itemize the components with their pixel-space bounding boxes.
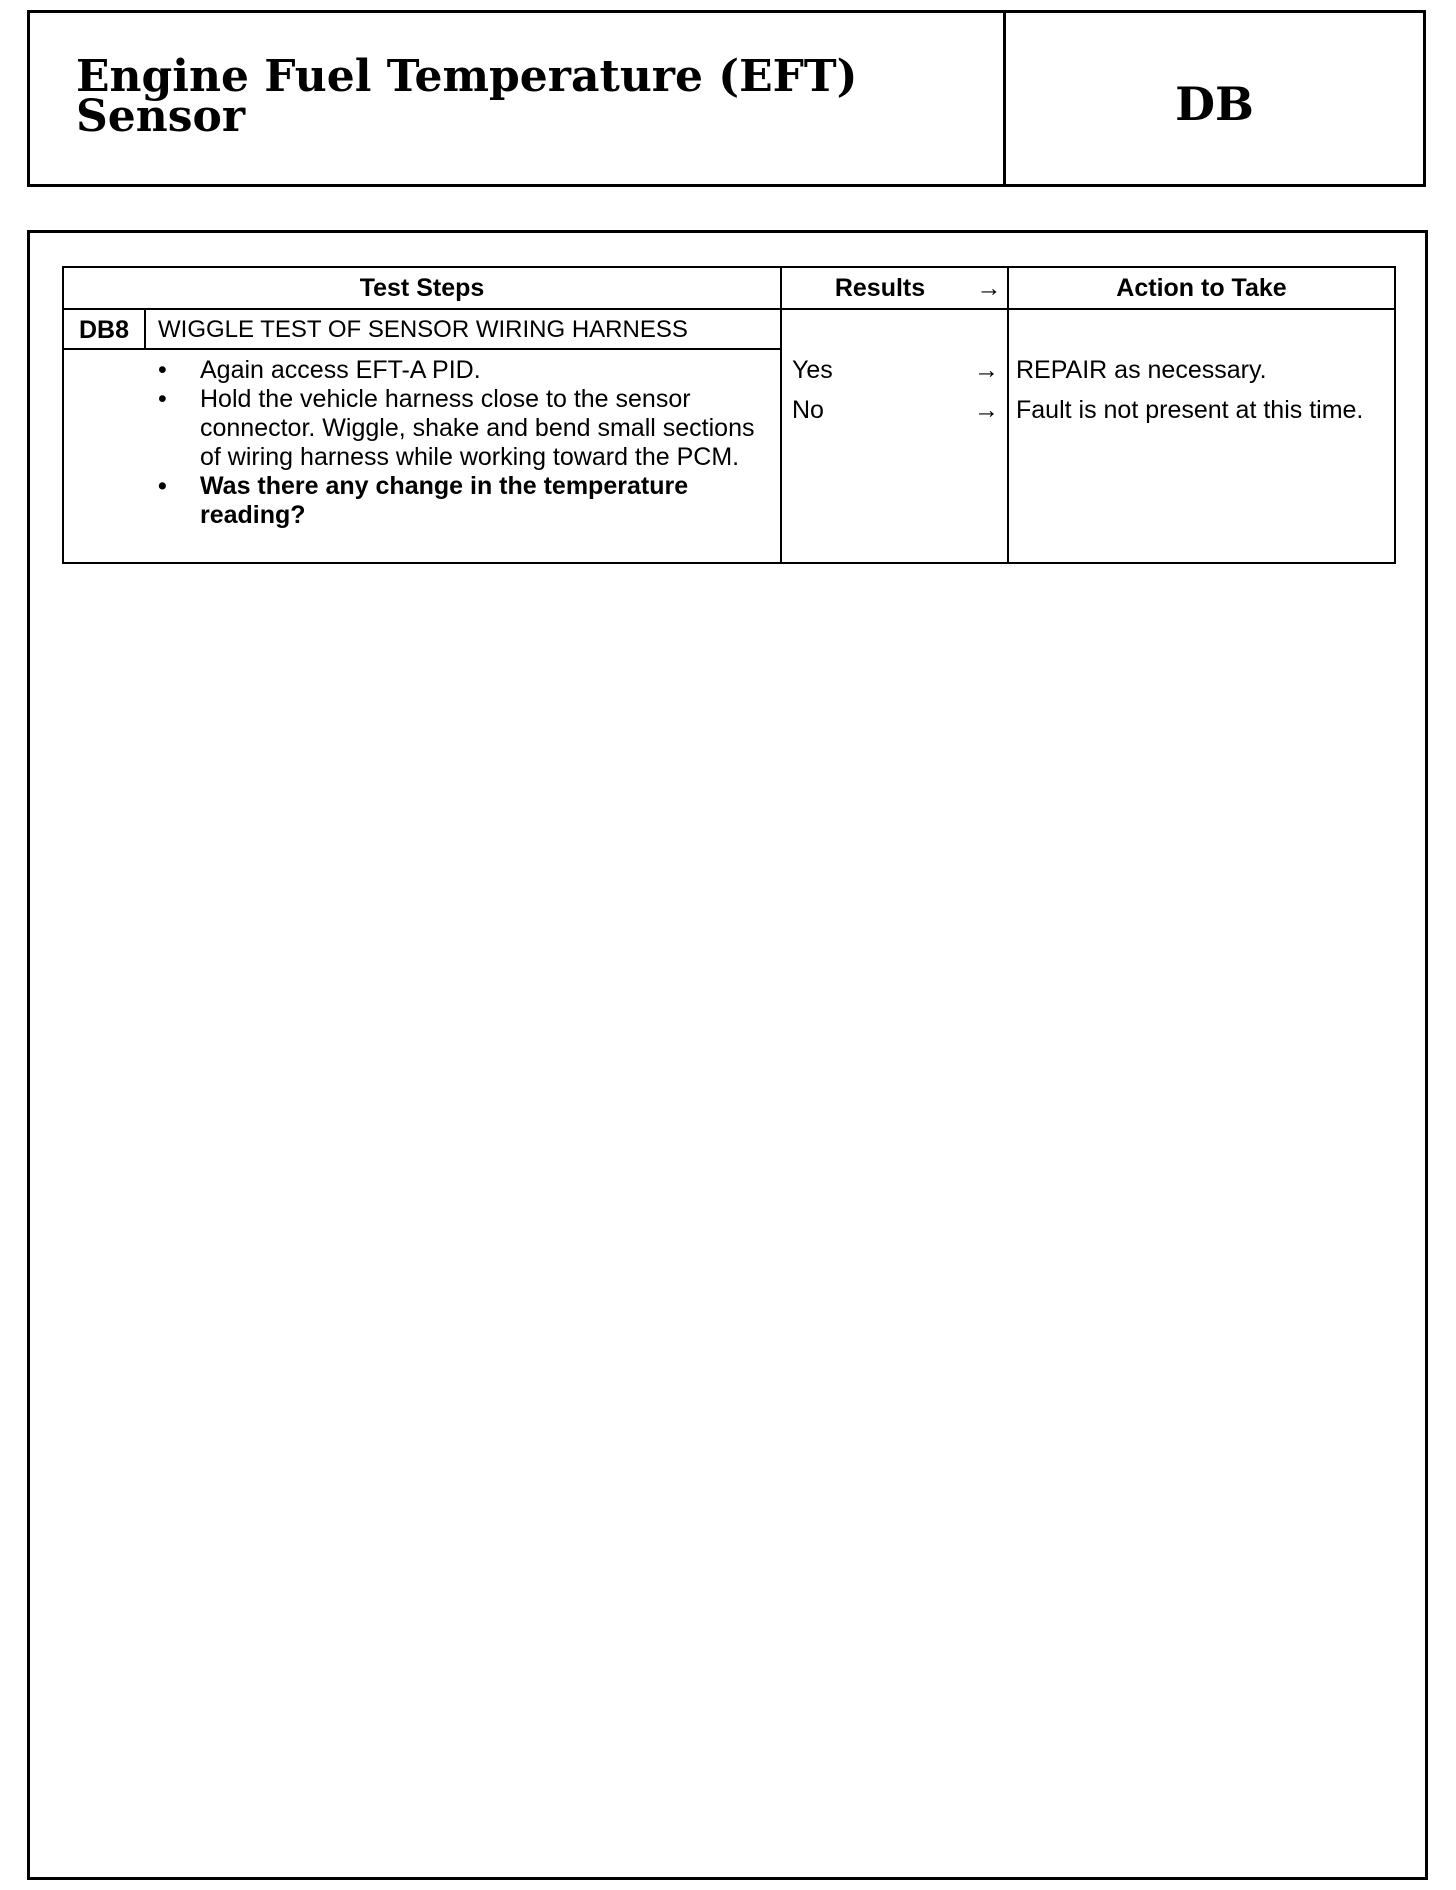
section-code: DB (1175, 76, 1254, 131)
step-title-divider (64, 348, 780, 350)
content-frame (27, 230, 1428, 1880)
list-item (154, 472, 774, 530)
page-title (30, 13, 1006, 184)
step-instructions (154, 356, 774, 530)
page-title-line-1: Engine Fuel Temperature (EFT) (76, 51, 858, 102)
column-divider-results (780, 268, 782, 562)
result-no: No (792, 396, 824, 424)
result-no-arrow: → (974, 396, 999, 424)
bullet: • (158, 385, 167, 413)
step-item-text: Again access EFT-A PID. (200, 356, 481, 384)
header-action: Action to Take (1116, 274, 1287, 302)
page-title-line-2: Sensor (76, 91, 246, 142)
header-row-divider (64, 308, 1394, 310)
step-question: Was there any change in the temperature reading? (200, 472, 689, 529)
step-item-text: Hold the vehicle harness close to the sensor connector. Wiggle, shake and bend small sections of wiring harness while working toward the PCM. (200, 385, 755, 471)
list-item (154, 385, 774, 472)
header-results: Results (834, 274, 926, 302)
header-test-steps: Test Steps (359, 274, 485, 302)
result-yes-arrow: → (974, 356, 999, 384)
list-item (154, 356, 774, 385)
step-title: WIGGLE TEST OF SENSOR WIRING HARNESS (158, 316, 688, 343)
result-yes: Yes (792, 356, 833, 384)
bullet: • (158, 356, 167, 384)
bullet: • (158, 472, 167, 500)
step-id: DB8 (64, 310, 146, 350)
action-no: Fault is not present at this time. (1016, 396, 1364, 424)
action-yes: REPAIR as necessary. (1016, 356, 1267, 384)
header-results-arrow: → (976, 274, 1002, 302)
page-header (27, 10, 1426, 187)
diagnostic-table (62, 266, 1396, 564)
column-divider-action (1007, 268, 1009, 562)
